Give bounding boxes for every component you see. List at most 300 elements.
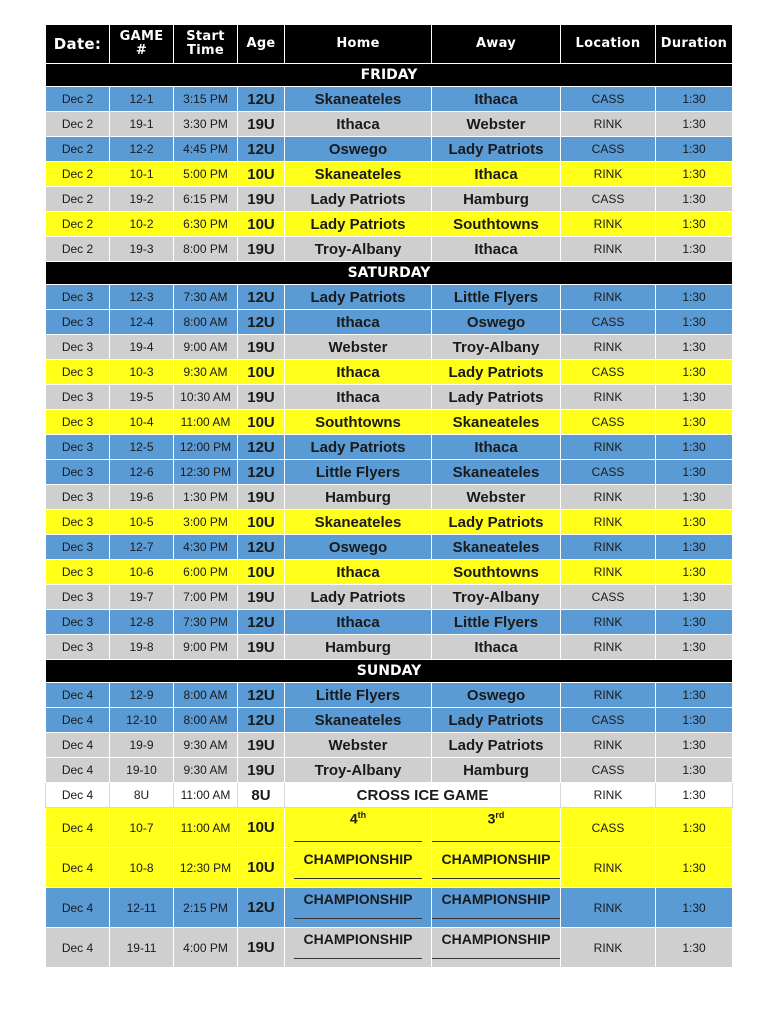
away-team: Ithaca	[432, 162, 561, 187]
away-team: Lady Patriots	[432, 360, 561, 385]
game-location: RINK	[561, 212, 656, 237]
away-team: Skaneateles	[432, 460, 561, 485]
game-duration: 1:30	[656, 535, 733, 560]
game-row	[46, 335, 733, 360]
game-number: 19-10	[110, 758, 174, 783]
home-team: Lady Patriots	[285, 212, 432, 237]
game-start-time: 11:00 AM	[174, 783, 238, 808]
game-duration: 1:30	[656, 928, 733, 968]
game-number: 12-2	[110, 137, 174, 162]
game-start-time: 3:30 PM	[174, 112, 238, 137]
home-team: Hamburg	[285, 485, 432, 510]
game-start-time: 7:30 AM	[174, 285, 238, 310]
game-duration: 1:30	[656, 708, 733, 733]
game-date: Dec 3	[46, 335, 110, 360]
schedule-table	[45, 24, 733, 968]
header-row	[46, 25, 733, 64]
game-row	[46, 435, 733, 460]
away-team: Lady Patriots	[432, 510, 561, 535]
game-start-time: 3:15 PM	[174, 87, 238, 112]
game-location: RINK	[561, 285, 656, 310]
game-row	[46, 683, 733, 708]
game-number: 19-7	[110, 585, 174, 610]
game-age: 10U	[238, 560, 285, 585]
game-number: 10-6	[110, 560, 174, 585]
away-team: Southtowns	[432, 212, 561, 237]
game-row	[46, 385, 733, 410]
game-location: CASS	[561, 808, 656, 848]
header-duration: Duration	[656, 25, 733, 64]
game-duration: 1:30	[656, 112, 733, 137]
header-date: Date:	[46, 25, 110, 64]
game-number: 19-5	[110, 385, 174, 410]
game-location: CASS	[561, 585, 656, 610]
game-duration: 1:30	[656, 237, 733, 262]
game-age: 19U	[238, 758, 285, 783]
day-header-saturday	[46, 262, 733, 285]
underline	[432, 918, 560, 919]
game-start-time: 8:00 PM	[174, 237, 238, 262]
game-duration: 1:30	[656, 485, 733, 510]
game-duration: 1:30	[656, 733, 733, 758]
home-team: Lady Patriots	[285, 187, 432, 212]
away-team: Southtowns	[432, 560, 561, 585]
game-date: Dec 2	[46, 162, 110, 187]
away-team: Troy-Albany	[432, 585, 561, 610]
game-age: 19U	[238, 585, 285, 610]
game-duration: 1:30	[656, 410, 733, 435]
day-label: FRIDAY	[46, 64, 733, 87]
home-team: Skaneateles	[285, 510, 432, 535]
game-number: 10-5	[110, 510, 174, 535]
game-location: CASS	[561, 460, 656, 485]
game-date: Dec 4	[46, 733, 110, 758]
game-start-time: 6:15 PM	[174, 187, 238, 212]
game-start-time: 8:00 AM	[174, 310, 238, 335]
away-placement-rank	[488, 810, 505, 827]
game-date: Dec 3	[46, 285, 110, 310]
game-duration: 1:30	[656, 683, 733, 708]
game-location: RINK	[561, 635, 656, 660]
game-start-time: 8:00 AM	[174, 683, 238, 708]
away-team: Oswego	[432, 310, 561, 335]
home-team: Oswego	[285, 535, 432, 560]
game-date: Dec 4	[46, 928, 110, 968]
day-label: SUNDAY	[46, 660, 733, 683]
home-championship-slot	[285, 888, 432, 928]
game-age: 10U	[238, 510, 285, 535]
game-number: 10-7	[110, 808, 174, 848]
underline	[294, 958, 422, 959]
game-duration: 1:30	[656, 560, 733, 585]
home-team: Lady Patriots	[285, 285, 432, 310]
away-team: Little Flyers	[432, 610, 561, 635]
game-age: 12U	[238, 87, 285, 112]
game-row	[46, 485, 733, 510]
game-location: CASS	[561, 360, 656, 385]
championship-label: CHAMPIONSHIP	[441, 851, 551, 867]
game-start-time: 12:00 PM	[174, 435, 238, 460]
game-age: 12U	[238, 888, 285, 928]
home-team: Webster	[285, 335, 432, 360]
home-team: Little Flyers	[285, 460, 432, 485]
game-duration: 1:30	[656, 888, 733, 928]
game-age: 19U	[238, 635, 285, 660]
championship-label: CHAMPIONSHIP	[441, 891, 551, 907]
game-age: 12U	[238, 310, 285, 335]
game-number: 19-6	[110, 485, 174, 510]
game-date: Dec 3	[46, 435, 110, 460]
championship-label: CHAMPIONSHIP	[303, 891, 413, 907]
game-duration: 1:30	[656, 808, 733, 848]
game-location: RINK	[561, 435, 656, 460]
game-number: 12-5	[110, 435, 174, 460]
game-number: 19-1	[110, 112, 174, 137]
game-number: 19-9	[110, 733, 174, 758]
underline	[294, 841, 422, 842]
game-duration: 1:30	[656, 435, 733, 460]
game-location: RINK	[561, 783, 656, 808]
rank-number: 4	[349, 810, 358, 827]
away-championship-slot	[432, 888, 561, 928]
away-team: Ithaca	[432, 87, 561, 112]
game-start-time: 9:30 AM	[174, 733, 238, 758]
game-location: CASS	[561, 410, 656, 435]
rank-suffix: th	[357, 810, 367, 820]
day-header-friday	[46, 64, 733, 87]
game-date: Dec 3	[46, 410, 110, 435]
championship-row	[46, 848, 733, 888]
home-placement-slot	[285, 808, 432, 848]
game-number: 12-1	[110, 87, 174, 112]
game-date: Dec 3	[46, 360, 110, 385]
game-age: 10U	[238, 410, 285, 435]
game-date: Dec 3	[46, 610, 110, 635]
game-location: RINK	[561, 683, 656, 708]
game-location: RINK	[561, 237, 656, 262]
game-number: 19-4	[110, 335, 174, 360]
away-team: Hamburg	[432, 187, 561, 212]
game-row	[46, 535, 733, 560]
rank-number: 3	[487, 810, 496, 827]
home-team: Ithaca	[285, 385, 432, 410]
game-date: Dec 4	[46, 848, 110, 888]
away-team: Skaneateles	[432, 535, 561, 560]
game-age: 8U	[238, 783, 285, 808]
game-location: RINK	[561, 848, 656, 888]
rank-suffix: rd	[495, 810, 505, 820]
game-duration: 1:30	[656, 585, 733, 610]
header-start-line2: Time	[187, 43, 224, 58]
away-team: Webster	[432, 112, 561, 137]
game-age: 12U	[238, 535, 285, 560]
game-date: Dec 3	[46, 585, 110, 610]
header-start-time	[174, 25, 238, 64]
game-number: 12-4	[110, 310, 174, 335]
game-number: 19-11	[110, 928, 174, 968]
game-row	[46, 460, 733, 485]
away-championship-slot	[432, 928, 561, 968]
game-location: RINK	[561, 733, 656, 758]
home-team: Ithaca	[285, 560, 432, 585]
game-number: 12-6	[110, 460, 174, 485]
game-start-time: 12:30 PM	[174, 460, 238, 485]
home-team: Lady Patriots	[285, 435, 432, 460]
game-duration: 1:30	[656, 848, 733, 888]
game-date: Dec 4	[46, 808, 110, 848]
game-start-time: 3:00 PM	[174, 510, 238, 535]
header-location: Location	[561, 25, 656, 64]
game-duration: 1:30	[656, 783, 733, 808]
game-start-time: 6:00 PM	[174, 560, 238, 585]
game-location: CASS	[561, 758, 656, 783]
game-age: 19U	[238, 237, 285, 262]
game-date: Dec 2	[46, 87, 110, 112]
away-team: Ithaca	[432, 237, 561, 262]
championship-label: CHAMPIONSHIP	[303, 851, 413, 867]
game-location: RINK	[561, 335, 656, 360]
game-date: Dec 3	[46, 385, 110, 410]
game-location: RINK	[561, 888, 656, 928]
game-start-time: 2:15 PM	[174, 888, 238, 928]
placement-row	[46, 808, 733, 848]
game-date: Dec 4	[46, 888, 110, 928]
game-age: 12U	[238, 435, 285, 460]
game-age: 19U	[238, 385, 285, 410]
header-age: Age	[238, 25, 285, 64]
home-team: Skaneateles	[285, 162, 432, 187]
game-location: CASS	[561, 187, 656, 212]
game-row	[46, 187, 733, 212]
game-age: 19U	[238, 112, 285, 137]
game-location: RINK	[561, 162, 656, 187]
game-date: Dec 2	[46, 212, 110, 237]
game-duration: 1:30	[656, 360, 733, 385]
away-team: Webster	[432, 485, 561, 510]
away-team: Skaneateles	[432, 410, 561, 435]
game-duration: 1:30	[656, 310, 733, 335]
home-team: Southtowns	[285, 410, 432, 435]
home-championship-slot	[285, 848, 432, 888]
game-row	[46, 285, 733, 310]
game-row	[46, 733, 733, 758]
championship-row	[46, 928, 733, 968]
header-away: Away	[432, 25, 561, 64]
game-date: Dec 3	[46, 510, 110, 535]
game-location: RINK	[561, 928, 656, 968]
game-location: CASS	[561, 310, 656, 335]
championship-label: CHAMPIONSHIP	[303, 931, 413, 947]
home-team: Webster	[285, 733, 432, 758]
game-duration: 1:30	[656, 335, 733, 360]
game-location: RINK	[561, 112, 656, 137]
game-age: 10U	[238, 162, 285, 187]
game-date: Dec 3	[46, 460, 110, 485]
game-date: Dec 3	[46, 560, 110, 585]
championship-row	[46, 888, 733, 928]
game-date: Dec 3	[46, 635, 110, 660]
game-duration: 1:30	[656, 510, 733, 535]
game-age: 10U	[238, 212, 285, 237]
home-team: Troy-Albany	[285, 758, 432, 783]
game-duration: 1:30	[656, 162, 733, 187]
game-number: 10-8	[110, 848, 174, 888]
game-row	[46, 708, 733, 733]
game-number: 12-11	[110, 888, 174, 928]
game-number: 10-1	[110, 162, 174, 187]
game-age: 12U	[238, 708, 285, 733]
game-age: 19U	[238, 928, 285, 968]
game-number: 19-2	[110, 187, 174, 212]
game-start-time: 4:30 PM	[174, 535, 238, 560]
game-start-time: 4:00 PM	[174, 928, 238, 968]
game-start-time: 9:30 AM	[174, 360, 238, 385]
game-duration: 1:30	[656, 635, 733, 660]
game-row	[46, 610, 733, 635]
game-row	[46, 137, 733, 162]
game-location: CASS	[561, 708, 656, 733]
game-date: Dec 2	[46, 112, 110, 137]
game-date: Dec 4	[46, 708, 110, 733]
game-row	[46, 162, 733, 187]
game-start-time: 9:00 AM	[174, 335, 238, 360]
game-age: 12U	[238, 683, 285, 708]
game-row	[46, 310, 733, 335]
game-location: CASS	[561, 87, 656, 112]
game-row	[46, 87, 733, 112]
home-team: Troy-Albany	[285, 237, 432, 262]
game-date: Dec 2	[46, 187, 110, 212]
game-date: Dec 4	[46, 683, 110, 708]
game-duration: 1:30	[656, 137, 733, 162]
game-start-time: 4:45 PM	[174, 137, 238, 162]
underline	[432, 958, 560, 959]
game-row	[46, 410, 733, 435]
game-row	[46, 758, 733, 783]
day-header-sunday	[46, 660, 733, 683]
header-game-line2: #	[135, 43, 148, 58]
game-date: Dec 4	[46, 758, 110, 783]
away-team: Little Flyers	[432, 285, 561, 310]
game-date: Dec 3	[46, 535, 110, 560]
game-start-time: 7:00 PM	[174, 585, 238, 610]
game-number: 19-8	[110, 635, 174, 660]
game-age: 19U	[238, 733, 285, 758]
game-number: 8U	[110, 783, 174, 808]
game-row	[46, 510, 733, 535]
game-number: 12-7	[110, 535, 174, 560]
away-team: Lady Patriots	[432, 708, 561, 733]
game-age: 12U	[238, 137, 285, 162]
game-age: 10U	[238, 848, 285, 888]
game-number: 12-10	[110, 708, 174, 733]
game-age: 12U	[238, 610, 285, 635]
away-team: Lady Patriots	[432, 385, 561, 410]
game-location: RINK	[561, 510, 656, 535]
game-number: 12-8	[110, 610, 174, 635]
game-date: Dec 2	[46, 137, 110, 162]
game-row	[46, 560, 733, 585]
home-championship-slot	[285, 928, 432, 968]
cross-ice-label: CROSS ICE GAME	[285, 783, 561, 808]
day-label: SATURDAY	[46, 262, 733, 285]
away-placement-slot	[432, 808, 561, 848]
cross-ice-row	[46, 783, 733, 808]
home-team: Hamburg	[285, 635, 432, 660]
game-number: 10-4	[110, 410, 174, 435]
game-number: 10-2	[110, 212, 174, 237]
game-start-time: 5:00 PM	[174, 162, 238, 187]
away-team: Lady Patriots	[432, 137, 561, 162]
game-location: CASS	[561, 137, 656, 162]
game-date: Dec 4	[46, 783, 110, 808]
game-start-time: 8:00 AM	[174, 708, 238, 733]
game-duration: 1:30	[656, 610, 733, 635]
game-start-time: 12:30 PM	[174, 848, 238, 888]
game-row	[46, 635, 733, 660]
away-team: Hamburg	[432, 758, 561, 783]
game-start-time: 11:00 AM	[174, 410, 238, 435]
game-start-time: 10:30 AM	[174, 385, 238, 410]
home-team: Oswego	[285, 137, 432, 162]
game-start-time: 9:30 AM	[174, 758, 238, 783]
game-location: RINK	[561, 610, 656, 635]
header-start-line1: Start	[186, 29, 225, 44]
header-game	[110, 25, 174, 64]
away-team: Ithaca	[432, 635, 561, 660]
underline	[432, 878, 560, 879]
away-team: Troy-Albany	[432, 335, 561, 360]
game-start-time: 6:30 PM	[174, 212, 238, 237]
home-team: Ithaca	[285, 310, 432, 335]
game-row	[46, 360, 733, 385]
home-team: Ithaca	[285, 610, 432, 635]
home-team: Little Flyers	[285, 683, 432, 708]
game-start-time: 1:30 PM	[174, 485, 238, 510]
schedule-body	[46, 64, 733, 968]
game-duration: 1:30	[656, 212, 733, 237]
header-game-line1: GAME	[119, 29, 164, 44]
game-age: 19U	[238, 485, 285, 510]
away-team: Oswego	[432, 683, 561, 708]
game-location: RINK	[561, 560, 656, 585]
game-duration: 1:30	[656, 385, 733, 410]
game-location: RINK	[561, 485, 656, 510]
home-team: Lady Patriots	[285, 585, 432, 610]
home-team: Ithaca	[285, 112, 432, 137]
game-start-time: 7:30 PM	[174, 610, 238, 635]
game-age: 12U	[238, 460, 285, 485]
game-number: 12-3	[110, 285, 174, 310]
game-duration: 1:30	[656, 285, 733, 310]
game-age: 19U	[238, 187, 285, 212]
game-row	[46, 212, 733, 237]
underline	[294, 918, 422, 919]
game-duration: 1:30	[656, 460, 733, 485]
game-number: 19-3	[110, 237, 174, 262]
game-date: Dec 2	[46, 237, 110, 262]
game-duration: 1:30	[656, 758, 733, 783]
game-row	[46, 585, 733, 610]
home-team: Ithaca	[285, 360, 432, 385]
game-date: Dec 3	[46, 310, 110, 335]
game-start-time: 9:00 PM	[174, 635, 238, 660]
game-number: 12-9	[110, 683, 174, 708]
game-duration: 1:30	[656, 87, 733, 112]
underline	[294, 878, 422, 879]
away-championship-slot	[432, 848, 561, 888]
game-age: 12U	[238, 285, 285, 310]
